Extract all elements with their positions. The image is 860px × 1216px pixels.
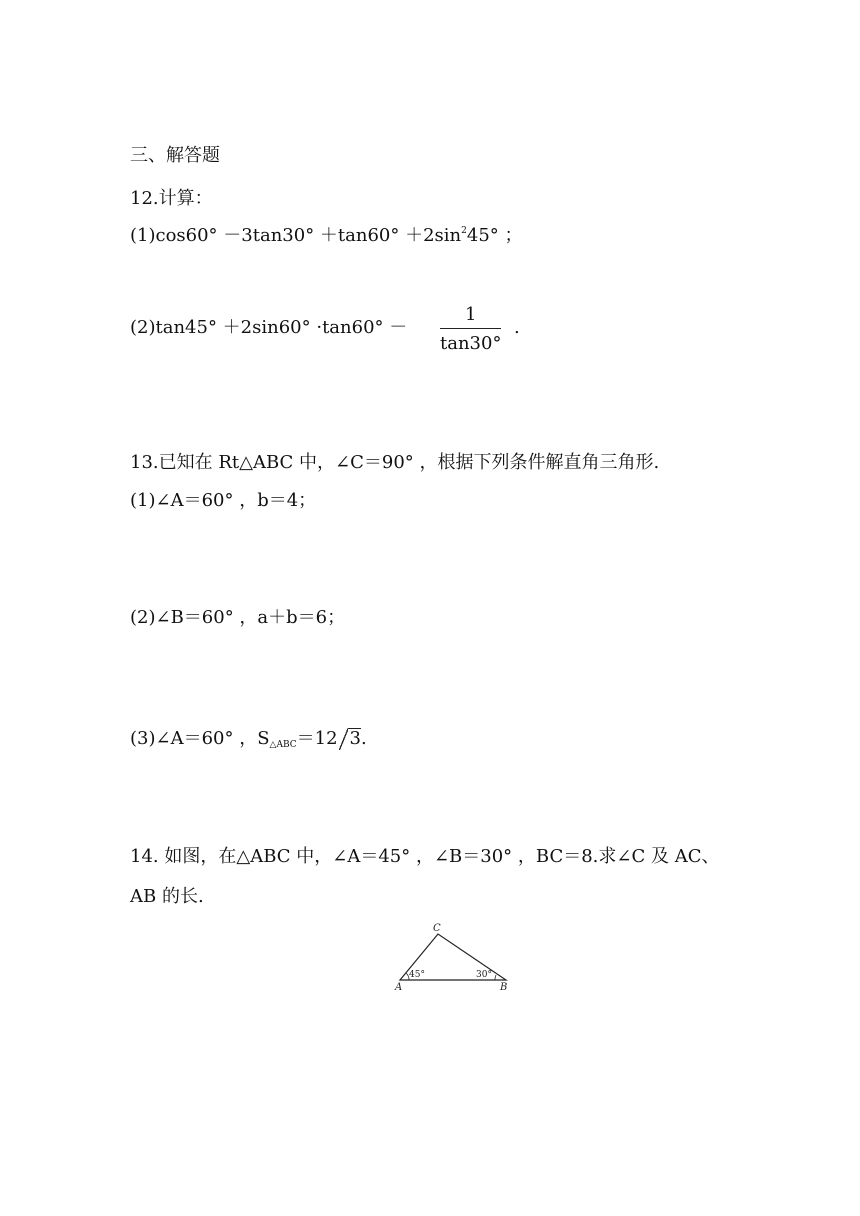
q13-p3-eq: ＝12 bbox=[296, 728, 338, 749]
q12-p1-exponent: 2 bbox=[461, 226, 467, 236]
q13-p3-end: . bbox=[361, 728, 367, 749]
q12-p2-fraction bbox=[440, 304, 501, 357]
triangle-figure bbox=[392, 920, 522, 996]
q13-p3-subscript: △ABC bbox=[269, 740, 297, 750]
question-13-part-1: (1)∠A＝60° ，b＝4； bbox=[130, 490, 317, 511]
q12-p1-main: (1)cos60° －3tan30° ＋tan60° ＋2sin bbox=[130, 225, 462, 246]
question-13-part-3 bbox=[130, 726, 367, 755]
q12-p2-main: (2)tan45° ＋2sin60° ·tan60° － bbox=[130, 317, 408, 338]
vertex-label-b: B bbox=[500, 982, 508, 993]
section-title: 三、解答题 bbox=[130, 145, 220, 166]
question-12-part-2 bbox=[130, 315, 407, 341]
q13-p3-main: (3)∠A＝60° ，S bbox=[130, 728, 270, 749]
q12-p2-end: . bbox=[514, 317, 520, 338]
vertex-label-a: A bbox=[395, 982, 403, 993]
question-14-line-1: 14. 如图，在△ABC 中，∠A＝45° ，∠B＝30° ，BC＝8.求∠C 及 AC、 bbox=[130, 846, 720, 867]
q13-p3-radical: 3 bbox=[349, 728, 361, 749]
vertex-label-c: C bbox=[433, 923, 441, 934]
angle-a-label: 45° bbox=[409, 970, 425, 980]
angle-b-arc bbox=[495, 975, 496, 980]
fraction-numerator: 1 bbox=[440, 304, 501, 329]
question-14-line-2: AB 的长. bbox=[130, 886, 204, 907]
question-13-heading: 13.已知在 Rt△ABC 中，∠C＝90° ，根据下列条件解直角三角形. bbox=[130, 452, 660, 473]
fraction-denominator: tan30° bbox=[440, 333, 502, 354]
question-13-part-2: (2)∠B＝60° ，a＋b＝6； bbox=[130, 607, 346, 628]
question-12-part-1 bbox=[130, 223, 523, 252]
angle-b-label: 30° bbox=[476, 970, 492, 980]
question-12-heading: 12.计算： bbox=[130, 188, 213, 209]
q12-p1-end: 45° ； bbox=[466, 225, 523, 246]
